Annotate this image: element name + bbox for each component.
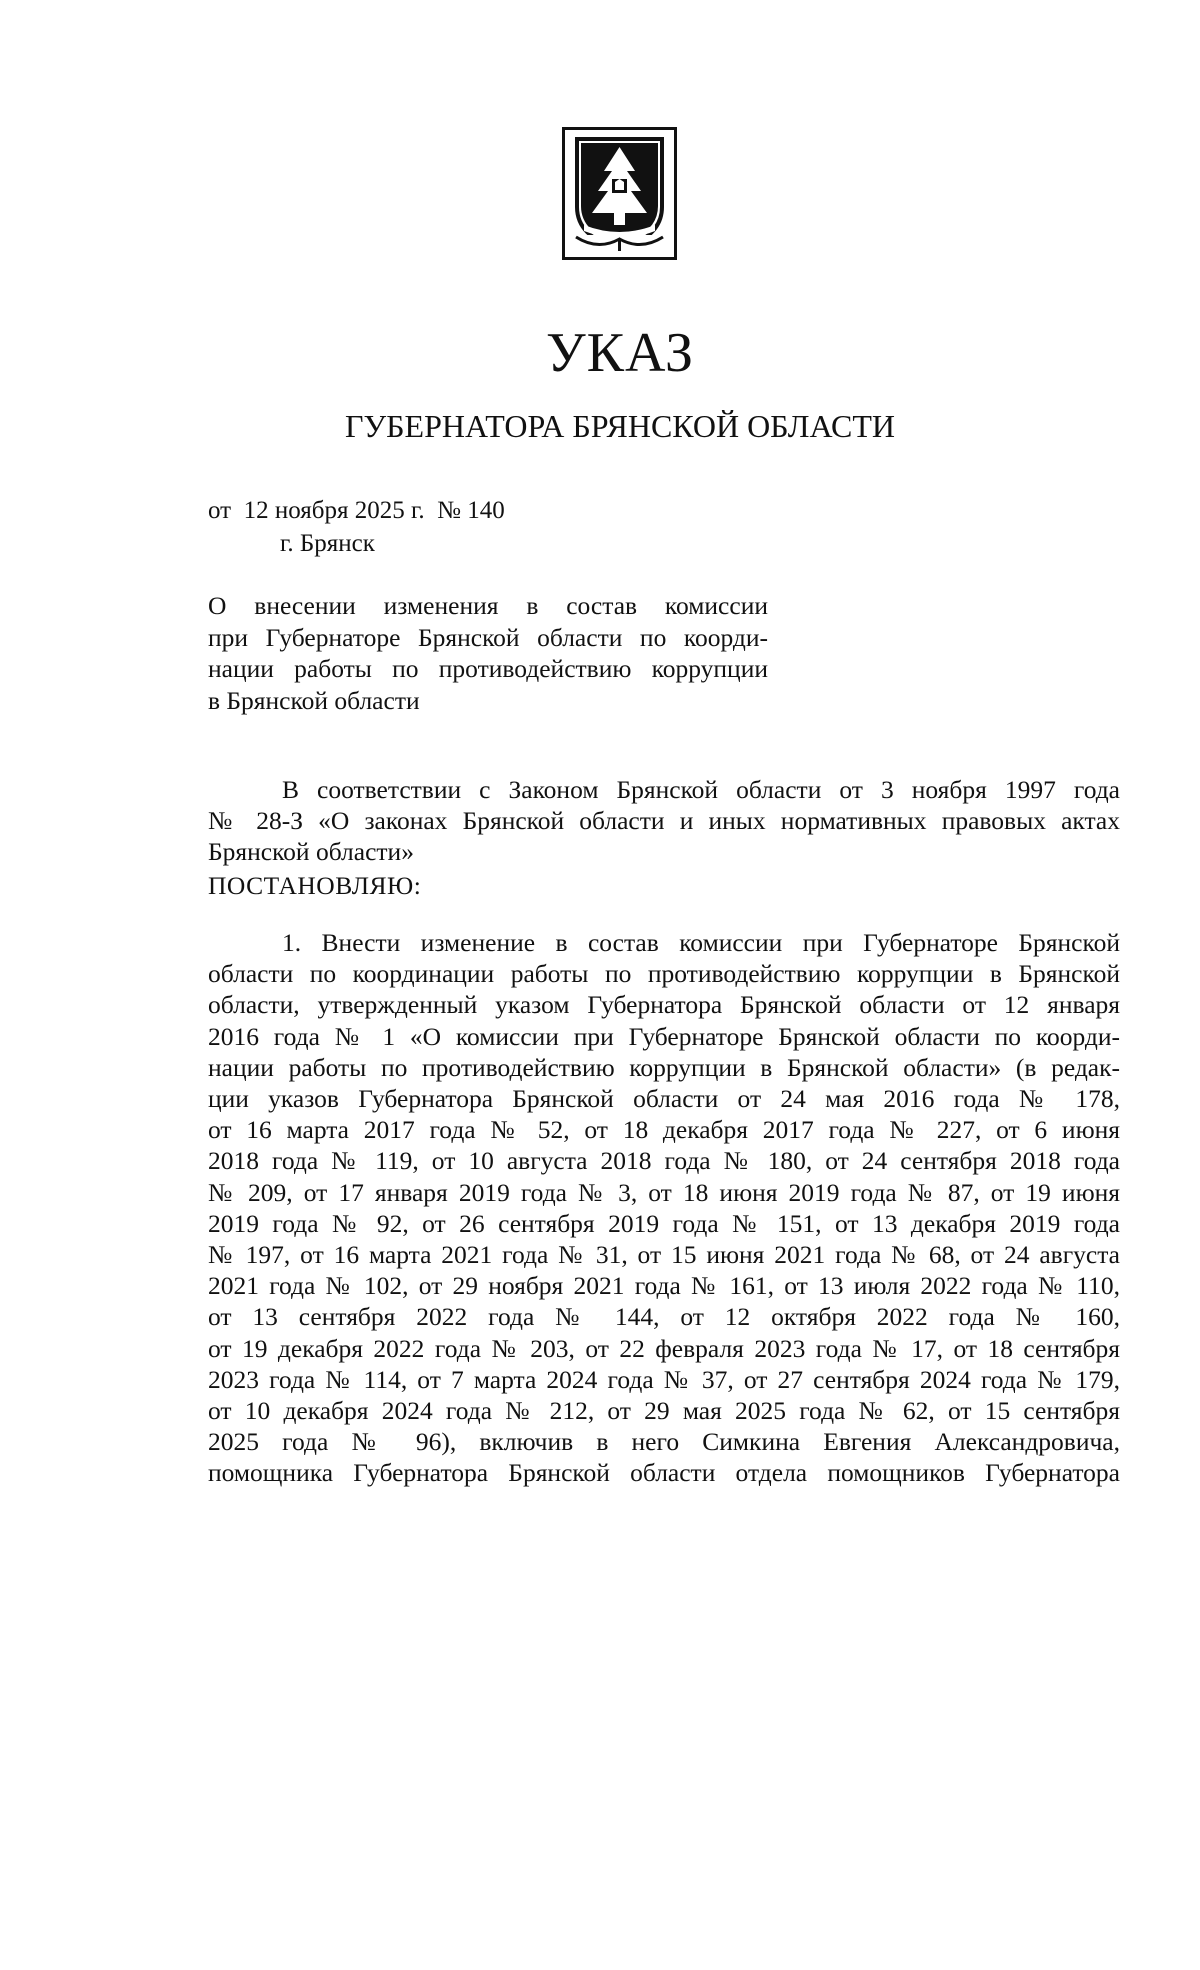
clause-line: 2018 года № 119, от 10 августа 2018 года № 180, от 24 сентября 2018 года: [208, 1146, 1120, 1176]
clause-line: 2016 года № 1 «О комиссии при Губернаторе Брянской области по коорди-: [208, 1021, 1120, 1051]
preamble-line: № 28-З «О законах Брянской области и иных нормативных правовых актах: [208, 806, 1120, 835]
heading-line: О внесении изменения в состав комиссии: [208, 591, 768, 620]
clause-line: помощника Губернатора Брянской области отдела помощников Губернатора: [208, 1458, 1120, 1488]
clause-line: области, утвержденный указом Губернатора Брянской области от 12 января: [208, 990, 1120, 1020]
preamble-line: В соответствии с Законом Брянской области от 3 ноября 1997 года: [282, 775, 1120, 804]
clause-line: 2019 года № 92, от 26 сентября 2019 года № 151, от 13 декабря 2019 года: [208, 1208, 1120, 1238]
document-date-number: от 12 ноября 2025 г. № 140: [208, 497, 505, 524]
clause-line: 1. Внести изменение в состав комиссии при Губернаторе Брянской: [282, 928, 1120, 957]
clause-line: от 16 марта 2017 года № 52, от 18 декабря 2017 года № 227, от 6 июня: [208, 1115, 1120, 1145]
clause-line: нации работы по противодействию коррупции в Брянской области» (в редак-: [208, 1052, 1120, 1082]
bryansk-coat-of-arms-icon: [562, 127, 677, 260]
clause-line: от 19 декабря 2022 года № 203, от 22 февраля 2023 года № 17, от 18 сентября: [208, 1333, 1120, 1363]
clause-1-paragraph: [208, 927, 1120, 1489]
document-title: УКАЗ: [545, 322, 695, 384]
resolve-statement: ПОСТАНОВЛЯЮ:: [208, 871, 422, 900]
heading-line: нации работы по противодействию коррупции: [208, 654, 768, 683]
clause-line: ции указов Губернатора Брянской области от 24 мая 2016 года № 178,: [208, 1084, 1120, 1114]
document-subtitle: ГУБЕРНАТОРА БРЯНСКОЙ ОБЛАСТИ: [345, 408, 895, 444]
heading-line: при Губернаторе Брянской области по коорди-: [208, 622, 768, 652]
clause-line: 2021 года № 102, от 29 ноября 2021 года № 161, от 13 июля 2022 года № 110,: [208, 1271, 1120, 1301]
clause-line: № 209, от 17 января 2019 года № 3, от 18 июня 2019 года № 87, от 19 июня: [208, 1177, 1120, 1207]
heading-line: в Брянской области: [208, 685, 420, 715]
preamble-paragraph: [208, 774, 1120, 867]
preamble-line: Брянской области»: [208, 837, 414, 866]
document-city: г. Брянск: [280, 530, 375, 557]
document-heading: [208, 590, 768, 716]
clause-line: от 10 декабря 2024 года № 212, от 29 мая 2025 года № 62, от 15 сентября: [208, 1396, 1120, 1426]
clause-line: 2025 года № 96), включив в него Симкина Евгения Александровича,: [208, 1427, 1120, 1457]
clause-line: от 13 сентября 2022 года № 144, от 12 октября 2022 года № 160,: [208, 1302, 1120, 1332]
clause-line: 2023 года № 114, от 7 марта 2024 года № 37, от 27 сентября 2024 года № 179,: [208, 1364, 1120, 1394]
clause-line: № 197, от 16 марта 2021 года № 31, от 15 июня 2021 года № 68, от 24 августа: [208, 1240, 1120, 1270]
clause-line: области по координации работы по противодействию коррупции в Брянской: [208, 959, 1120, 989]
